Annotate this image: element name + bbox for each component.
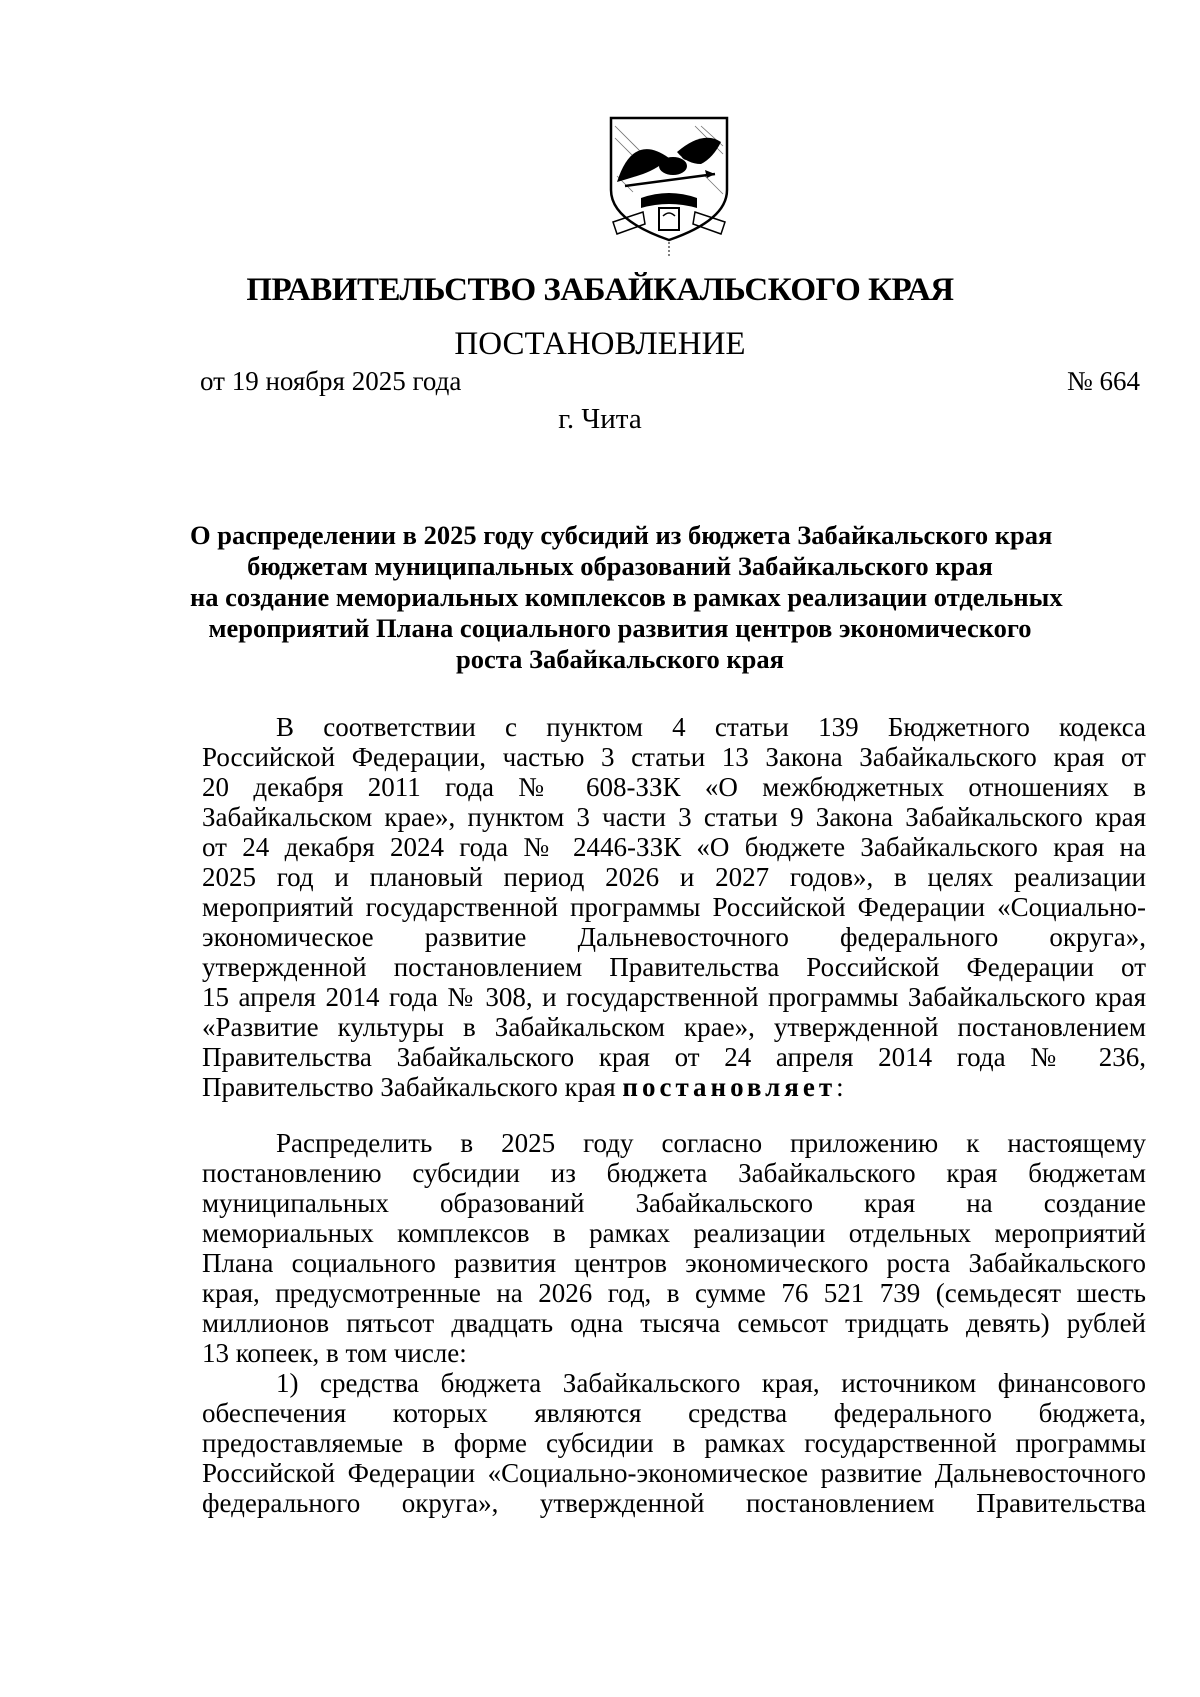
text-line: Распределить в 2025 году согласно приложению к настоящему — [276, 1128, 1146, 1158]
preamble-last-prefix: Правительство Забайкальского края — [202, 1072, 616, 1102]
text-line: 20 декабря 2011 года № 608-ЗЗК «О межбюджетных отношениях в — [202, 772, 1146, 802]
document-type: ПОСТАНОВЛЕНИЕ — [454, 326, 746, 362]
text-line: постановлению субсидии из бюджета Забайкальского края бюджетам — [202, 1158, 1146, 1188]
text-line: 13 копеек, в том числе: — [202, 1338, 467, 1368]
title-line: мероприятий Плана социального развития центров экономического — [208, 613, 1032, 643]
coat-of-arms-icon — [603, 112, 735, 262]
document-title — [190, 520, 1063, 675]
text-line: края, предусмотренные на 2026 год, в сумме 76 521 739 (семьдесят шесть — [202, 1278, 1146, 1308]
text-line: экономическое развитие Дальневосточного федерального округа», — [202, 922, 1146, 952]
text-line-last — [202, 1072, 1146, 1102]
document-body — [202, 712, 1146, 1518]
resolves-word: постановляет — [622, 1072, 837, 1102]
text-line: федерального округа», утвержденной постановлением Правительства — [202, 1488, 1146, 1518]
text-line: Российской Федерации, частью 3 статьи 13 Закона Забайкальского края от — [202, 742, 1146, 772]
text-line: утвержденной постановлением Правительства Российской Федерации от — [202, 952, 1146, 982]
title-line: роста Забайкальского края — [456, 644, 784, 674]
organization-name: ПРАВИТЕЛЬСТВО ЗАБАЙКАЛЬСКОГО КРАЯ — [246, 272, 954, 308]
text-line: «Развитие культуры в Забайкальском крае», утвержденной постановлением — [202, 1012, 1146, 1042]
text-line: 2025 год и плановый период 2026 и 2027 годов», в целях реализации — [202, 862, 1146, 892]
text-line: миллионов пятьсот двадцать одна тысяча семьсот тридцать девять) рублей — [202, 1308, 1146, 1338]
text-line: мемориальных комплексов в рамках реализации отдельных мероприятий — [202, 1218, 1146, 1248]
document-date: от 19 ноября 2025 года — [200, 366, 462, 396]
text-line: 15 апреля 2014 года № 308, и государственной программы Забайкальского края — [202, 982, 1146, 1012]
text-line: муниципальных образований Забайкальского края на создание — [202, 1188, 1146, 1218]
distribution-paragraph — [202, 1128, 1146, 1368]
resolves-colon: : — [836, 1072, 844, 1102]
title-line: на создание мемориальных комплексов в рамках реализации отдельных — [190, 582, 1063, 612]
text-line: предоставляемые в форме субсидии в рамках государственной программы — [202, 1428, 1146, 1458]
text-line: мероприятий государственной программы Российской Федерации «Социально- — [202, 892, 1146, 922]
text-line: Плана социального развития центров экономического роста Забайкальского — [202, 1248, 1146, 1278]
document-city: г. Чита — [558, 403, 642, 435]
text-line: Забайкальском крае», пунктом 3 части 3 статьи 9 Закона Забайкальского края — [202, 802, 1146, 832]
text-line: В соответствии с пунктом 4 статьи 139 Бюджетного кодекса — [276, 712, 1146, 742]
title-line: О распределении в 2025 году субсидий из бюджета Забайкальского края — [190, 520, 1053, 550]
preamble-paragraph — [202, 712, 1146, 1102]
text-line: от 24 декабря 2024 года № 2446-ЗЗК «О бюджете Забайкальского края на — [202, 832, 1146, 862]
text-line: Правительства Забайкальского края от 24 апреля 2014 года № 236, — [202, 1042, 1146, 1072]
title-line: бюджетам муниципальных образований Забайкальского края — [247, 551, 993, 581]
text-line: обеспечения которых являются средства федерального бюджета, — [202, 1398, 1146, 1428]
document-number: № 664 — [1066, 366, 1140, 396]
text-line: Российской Федерации «Социально-экономическое развитие Дальневосточного — [202, 1458, 1146, 1488]
item-1-paragraph — [202, 1368, 1146, 1518]
text-line: 1) средства бюджета Забайкальского края, источником финансового — [276, 1368, 1146, 1398]
